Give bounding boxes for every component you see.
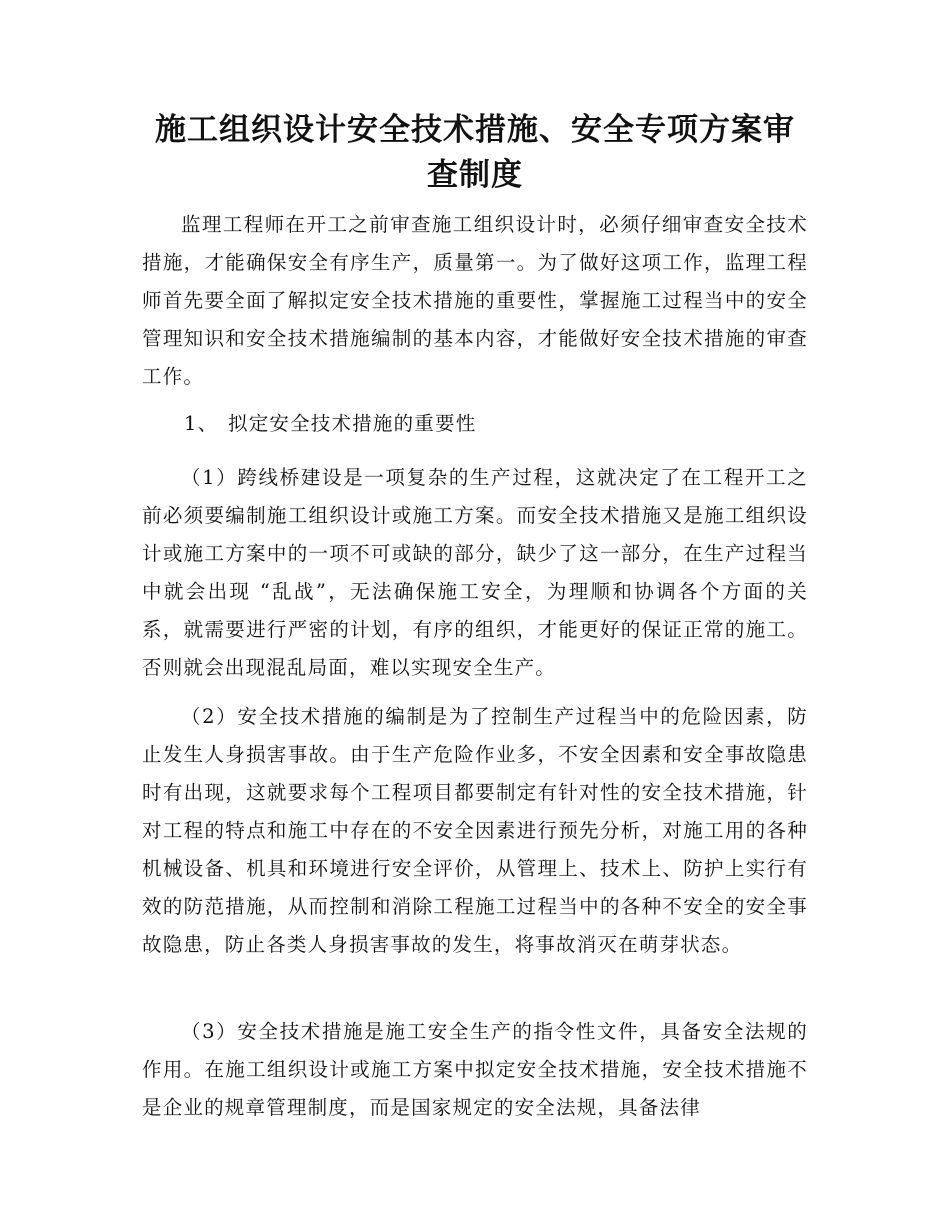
section-heading-text: 拟定安全技术措施的重要性 (228, 412, 477, 435)
intro-paragraph: 监理工程师在开工之前审查施工组织设计时，必须仔细审查安全技术措施，才能确保安全有序生产，质量第一。为了做好这项工作，监理工程师首先要全面了解拟定安全技术措施的重要性，掌握施工过程当中的安全管理知识和安全技术措施编制的基本内容，才能做好安全技术措施的审查工作。 (142, 213, 808, 388)
section-heading-1 (184, 405, 784, 443)
section-number: 1、 (184, 412, 219, 435)
paragraph-1: （1）跨线桥建设是一项复杂的生产过程，这就决定了在工程开工之前必须要编制施工组织设计或施工方案。而安全技术措施又是施工组织设计或施工方案中的一项不可或缺的部分，缺少了这一部分，在生产过程当中就会出现 “乱战”，无法确保施工安全，为理顺和协调各个方面的关系，就需要进行严密的计划，有序的组织，才能更好的保证正常的施工。否则就会出现混乱局面，难以实现安全生产。 (142, 466, 808, 679)
document-title: 施工组织设计安全技术措施、安全专项方案审查制度 (155, 112, 795, 193)
paragraph-3: （3）安全技术措施是施工安全生产的指令性文件，具备安全法规的作用。在施工组织设计或施工方案中拟定安全技术措施，安全技术措施不是企业的规章管理制度，而是国家规定的安全法规，具备法律 (142, 1020, 808, 1119)
paragraph-2: （2）安全技术措施的编制是为了控制生产过程当中的危险因素，防止发生人身损害事故。由于生产危险作业多，不安全因素和安全事故隐患时有出现，这就要求每个工程项目都要制定有针对性的安全技术措施，针对工程的特点和施工中存在的不安全因素进行预先分析，对施工用的各种机械设备、机具和环境进行安全评价，从管理上、技术上、防护上实行有效的防范措施，从而控制和消除工程施工过程当中的各种不安全的安全事故隐患，防止各类人身损害事故的发生，将事故消灭在萌芽状态。 (142, 705, 808, 956)
